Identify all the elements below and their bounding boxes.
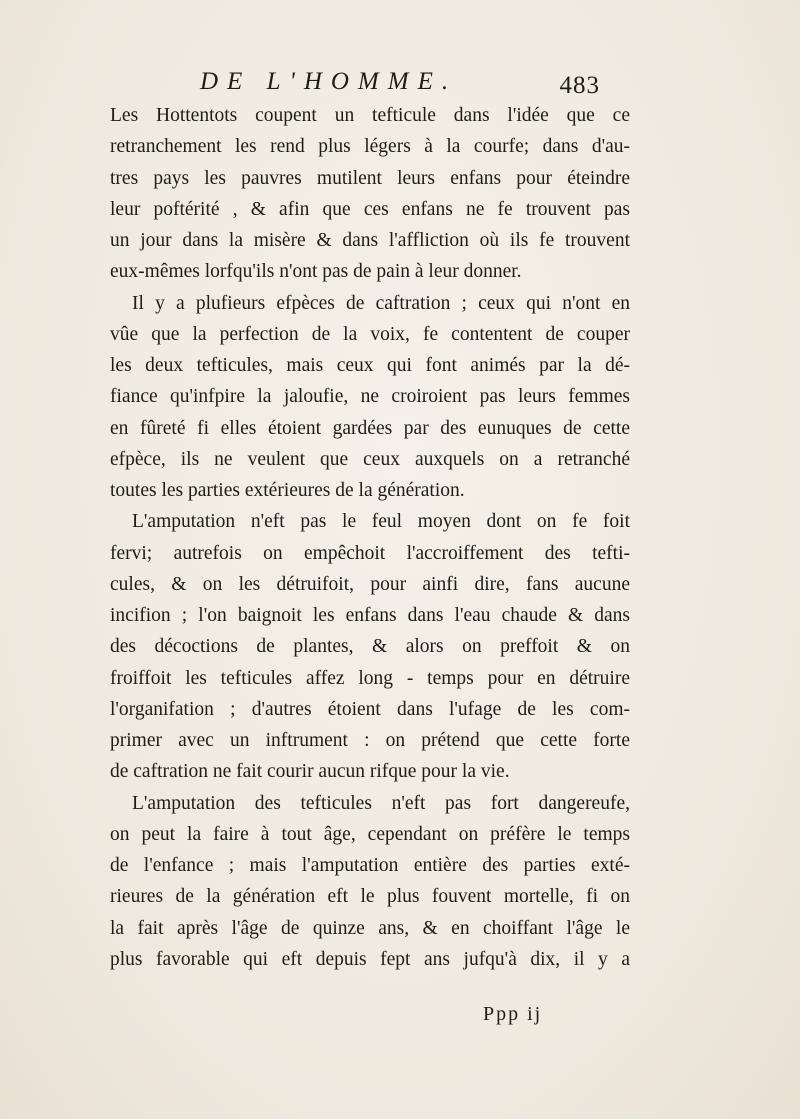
signature-mark: Ppp ij (483, 1003, 543, 1025)
text-line: Il y a plufieurs efpèces de caftration ; ceux qui n'ont en (132, 292, 630, 314)
running-title: DE L'HOMME. (200, 68, 458, 95)
text-line: toutes les parties extérieures de la génération. (110, 480, 465, 501)
text-line: l'organifation ; d'autres étoient dans l'ufage de les com- (110, 698, 630, 720)
text-line: leur poftérité , & afin que ces enfans ne fe trouvent pas (110, 198, 630, 220)
text-line: eux-mêmes lorfqu'ils n'ont pas de pain à leur donner. (110, 261, 522, 283)
text-line: vûe que la perfection de la voix, fe contentent de couper (110, 323, 630, 345)
text-line: tres pays les pauvres mutilent leurs enfans pour éteindre (110, 167, 630, 189)
text-line: L'amputation des tefticules n'eft pas fort dangereufe, (132, 792, 630, 814)
text-line: de caftration ne fait courir aucun rifque pour la vie. (110, 761, 510, 783)
text-line: en fûreté fi elles étoient gardées par des eunuques de cette (110, 417, 630, 439)
text-line: efpèce, ils ne veulent que ceux auxquels on a retranché (110, 448, 630, 470)
text-line: primer avec un inftrument : on prétend que cette forte (110, 730, 630, 751)
text-line: la fait après l'âge de quinze ans, & en choiffant l'âge le (110, 917, 630, 939)
text-line: L'amputation n'eft pas le feul moyen dont on fe foit (132, 511, 630, 533)
text-line: on peut la faire à tout âge, cependant on préfère le temps (110, 823, 630, 845)
body-text (110, 100, 630, 975)
text-line: fiance qu'infpire la jaloufie, ne croiroient pas leurs femmes (110, 386, 630, 408)
text-line: fervi; autrefois on empêchoit l'accroiffement des tefti- (110, 542, 630, 564)
text-line: plus favorable qui eft depuis fept ans jufqu'à dix, il y a (110, 948, 630, 970)
text-line: Les Hottentots coupent un tefticule dans l'idée que ce (110, 105, 630, 126)
text-line: froiffoit les tefticules affez long - temps pour en détruire (110, 667, 630, 689)
text-line: rieures de la génération eft le plus fouvent mortelle, fi on (110, 886, 630, 908)
page-header (180, 68, 600, 100)
text-line: un jour dans la misère & dans l'affliction où ils fe trouvent (110, 230, 630, 251)
text-line: cules, & on les détruifoit, pour ainfi dire, fans aucune (110, 573, 630, 595)
text-line: des décoctions de plantes, & alors on preffoit & on (110, 636, 630, 658)
page-number: 483 (559, 72, 600, 99)
text-line: les deux tefticules, mais ceux qui font animés par la dé- (110, 355, 630, 376)
text-line: incifion ; l'on baignoit les enfans dans l'eau chaude & dans (110, 605, 630, 626)
text-line: de l'enfance ; mais l'amputation entière des parties exté- (110, 855, 630, 876)
text-line: retranchement les rend plus légers à la courfe; dans d'au- (110, 136, 630, 158)
